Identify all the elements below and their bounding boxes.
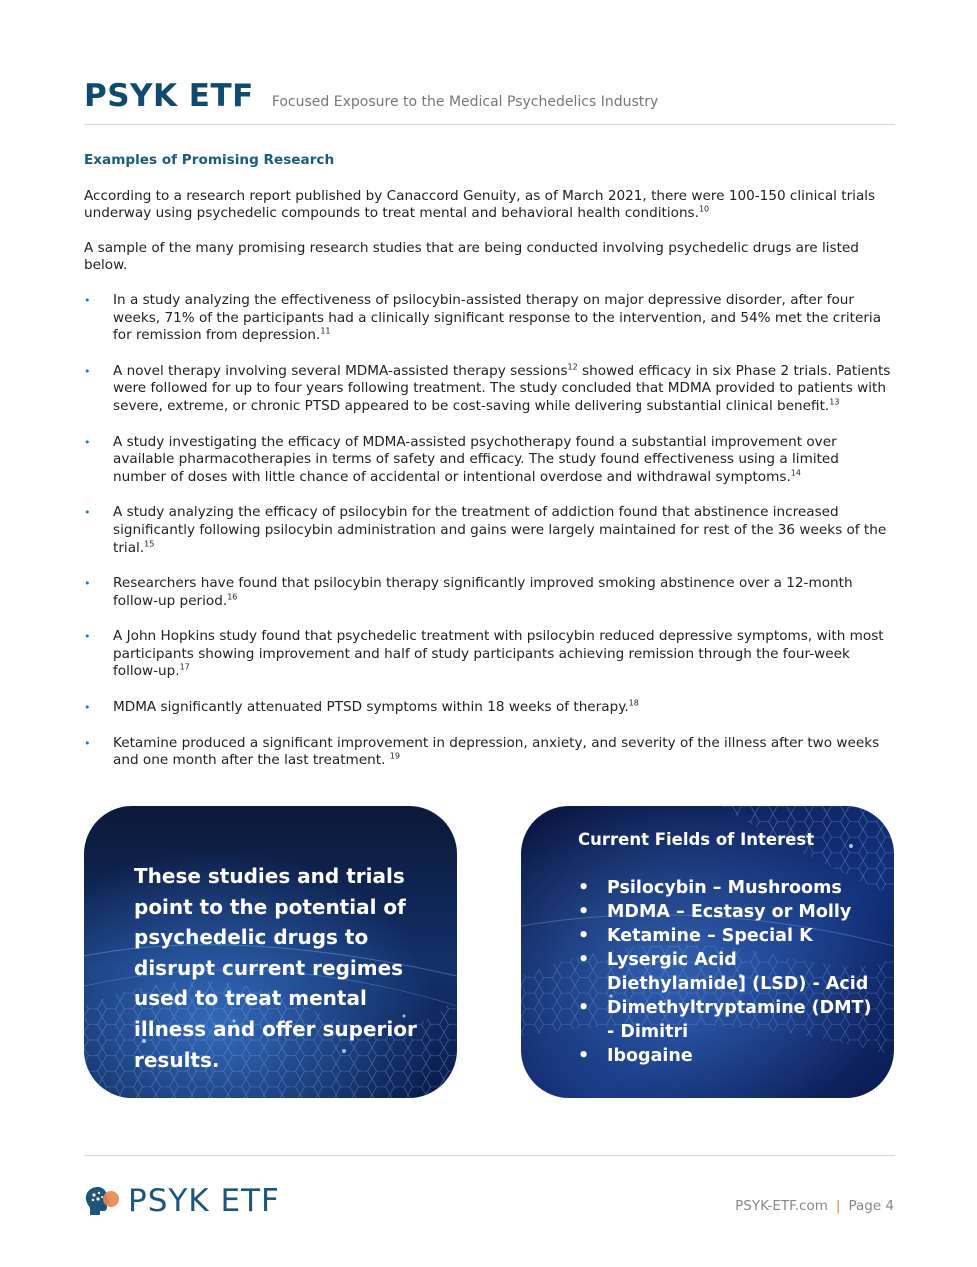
list-item: • In a study analyzing the effectiveness of psilocybin-assisted therapy on major depressive disorder, after four weeks, 71% of the participants had a clinically significant response to the intervention, and 54% met the criteria for remission from depression.$^{11}$ bbox=[84, 291, 882, 344]
list-item: • Ketamine produced a significant improvement in depression, anxiety, and severity of the illness after two weeks and one month after the last treatment. $^{19}$ bbox=[84, 734, 880, 769]
bullet-icon: • bbox=[84, 293, 91, 307]
brand-subtitle: Focused Exposure to the Medical Psychedelics Industry bbox=[271, 94, 659, 110]
bullet-icon: • bbox=[578, 950, 590, 970]
bullet-icon: • bbox=[84, 577, 91, 591]
bullet-icon: • bbox=[84, 630, 91, 644]
brand-title: PSYK ETF bbox=[84, 78, 254, 114]
bullet-icon: • bbox=[578, 1046, 590, 1066]
list-item: • MDMA – Ecstasy or Molly bbox=[578, 902, 852, 922]
logo-text: PSYK ETF bbox=[128, 1183, 280, 1219]
list-item: • Researchers have found that psilocybin therapy significantly improved smoking abstinence over a 12-month follow-up period.$^{16}$ bbox=[84, 575, 853, 609]
site-link[interactable]: PSYK-ETF.com bbox=[735, 1198, 828, 1214]
footer-info bbox=[735, 1198, 894, 1214]
fields-card bbox=[521, 806, 894, 1098]
bullet-icon: • bbox=[84, 736, 91, 750]
footer-separator: | bbox=[835, 1198, 841, 1214]
list-item: • A John Hopkins study found that psychedelic treatment with psilocybin reduced depressive symptoms, with most participants showing improvement and half of study participants achieving remission through the four-week follow-up.$^{17}$ bbox=[84, 628, 884, 680]
intro-paragraph-2: A sample of the many promising research studies that are being conducted involving psychedelic drugs are listed below. bbox=[84, 239, 859, 274]
bullet-icon: • bbox=[578, 878, 590, 898]
footnote-ref: 15 bbox=[144, 538, 155, 548]
callout-text: These studies and trials point to the potential of psychedelic drugs to disrupt current regimes used to treat mental illness and offer superior results. bbox=[134, 864, 417, 1072]
fields-list bbox=[578, 876, 878, 1068]
bullet-icon: • bbox=[84, 435, 91, 449]
section-heading: Examples of Promising Research bbox=[84, 152, 335, 168]
fields-title: Current Fields of Interest bbox=[578, 830, 815, 849]
footnote-ref: 12 bbox=[567, 362, 578, 372]
list-item: • Psilocybin – Mushrooms bbox=[578, 878, 842, 898]
bullet-icon: • bbox=[578, 926, 590, 946]
bullet-icon: • bbox=[84, 506, 91, 520]
footer-logo bbox=[84, 1183, 280, 1219]
header-divider bbox=[84, 124, 895, 125]
callout-card bbox=[84, 806, 457, 1098]
page-header bbox=[84, 78, 658, 114]
list-item: • A study analyzing the efficacy of psilocybin for the treatment of addiction found that abstinence increased significantly following psilocybin administration and gains were largely maintained for rest of the 36 weeks of the trial.$^{15}$ bbox=[84, 504, 887, 556]
footnote-ref: 14 bbox=[790, 468, 801, 478]
list-item: • A study investigating the efficacy of MDMA-assisted psychotherapy found a substantial improvement over available pharmacotherapies in terms of safety and efficacy. The study found effectiveness using a limited number of doses with little chance of accidental or intentional overdose and withdrawal symptoms.$^{14}$ bbox=[84, 433, 839, 485]
footnote-ref: 11 bbox=[320, 326, 331, 336]
list-item: • MDMA significantly attenuated PTSD symptoms within 18 weeks of therapy.$^{18}$ bbox=[84, 698, 639, 716]
page-number: Page 4 bbox=[848, 1198, 894, 1214]
research-list bbox=[84, 292, 896, 770]
footnote-ref: 16 bbox=[227, 592, 238, 602]
bullet-icon: • bbox=[578, 998, 590, 1018]
intro-paragraph: According to a research report published by Canaccord Genuity, as of March 2021, there were 100-150 clinical trials underway using psychedelic compounds to treat mental and behavioral health conditions.$^{10}$ bbox=[84, 187, 876, 222]
footnote-ref: 19 bbox=[389, 751, 400, 761]
footnote-ref: 10 bbox=[698, 204, 710, 214]
list-item: • Ibogaine bbox=[578, 1046, 693, 1066]
bullet-icon: • bbox=[84, 701, 91, 715]
list-item: • A novel therapy involving several MDMA-assisted therapy sessions$^{12}$ showed efficacy in six Phase 2 trials. Patients were followed for up to four years following treatment. The study concluded that MDMA provided to patients with severe, extreme, or chronic PTSD appeared to be cost-saving while delivering substantial clinical benefit.$^{13}$ bbox=[84, 362, 891, 414]
head-logo-icon bbox=[84, 1185, 120, 1217]
footnote-ref: 13 bbox=[829, 397, 840, 407]
list-item: • Ketamine – Special K bbox=[578, 926, 813, 946]
bullet-icon: • bbox=[84, 364, 91, 378]
list-item: • Lysergic Acid Diethylamide] (LSD) - Acid bbox=[578, 950, 869, 994]
list-item: • Dimethyltryptamine (DMT) - Dimitri bbox=[578, 998, 872, 1042]
main-content bbox=[84, 152, 896, 788]
footer-divider bbox=[84, 1155, 895, 1156]
footnote-ref: 18 bbox=[628, 698, 639, 708]
bullet-icon: • bbox=[578, 902, 590, 922]
footnote-ref: 17 bbox=[179, 662, 190, 672]
